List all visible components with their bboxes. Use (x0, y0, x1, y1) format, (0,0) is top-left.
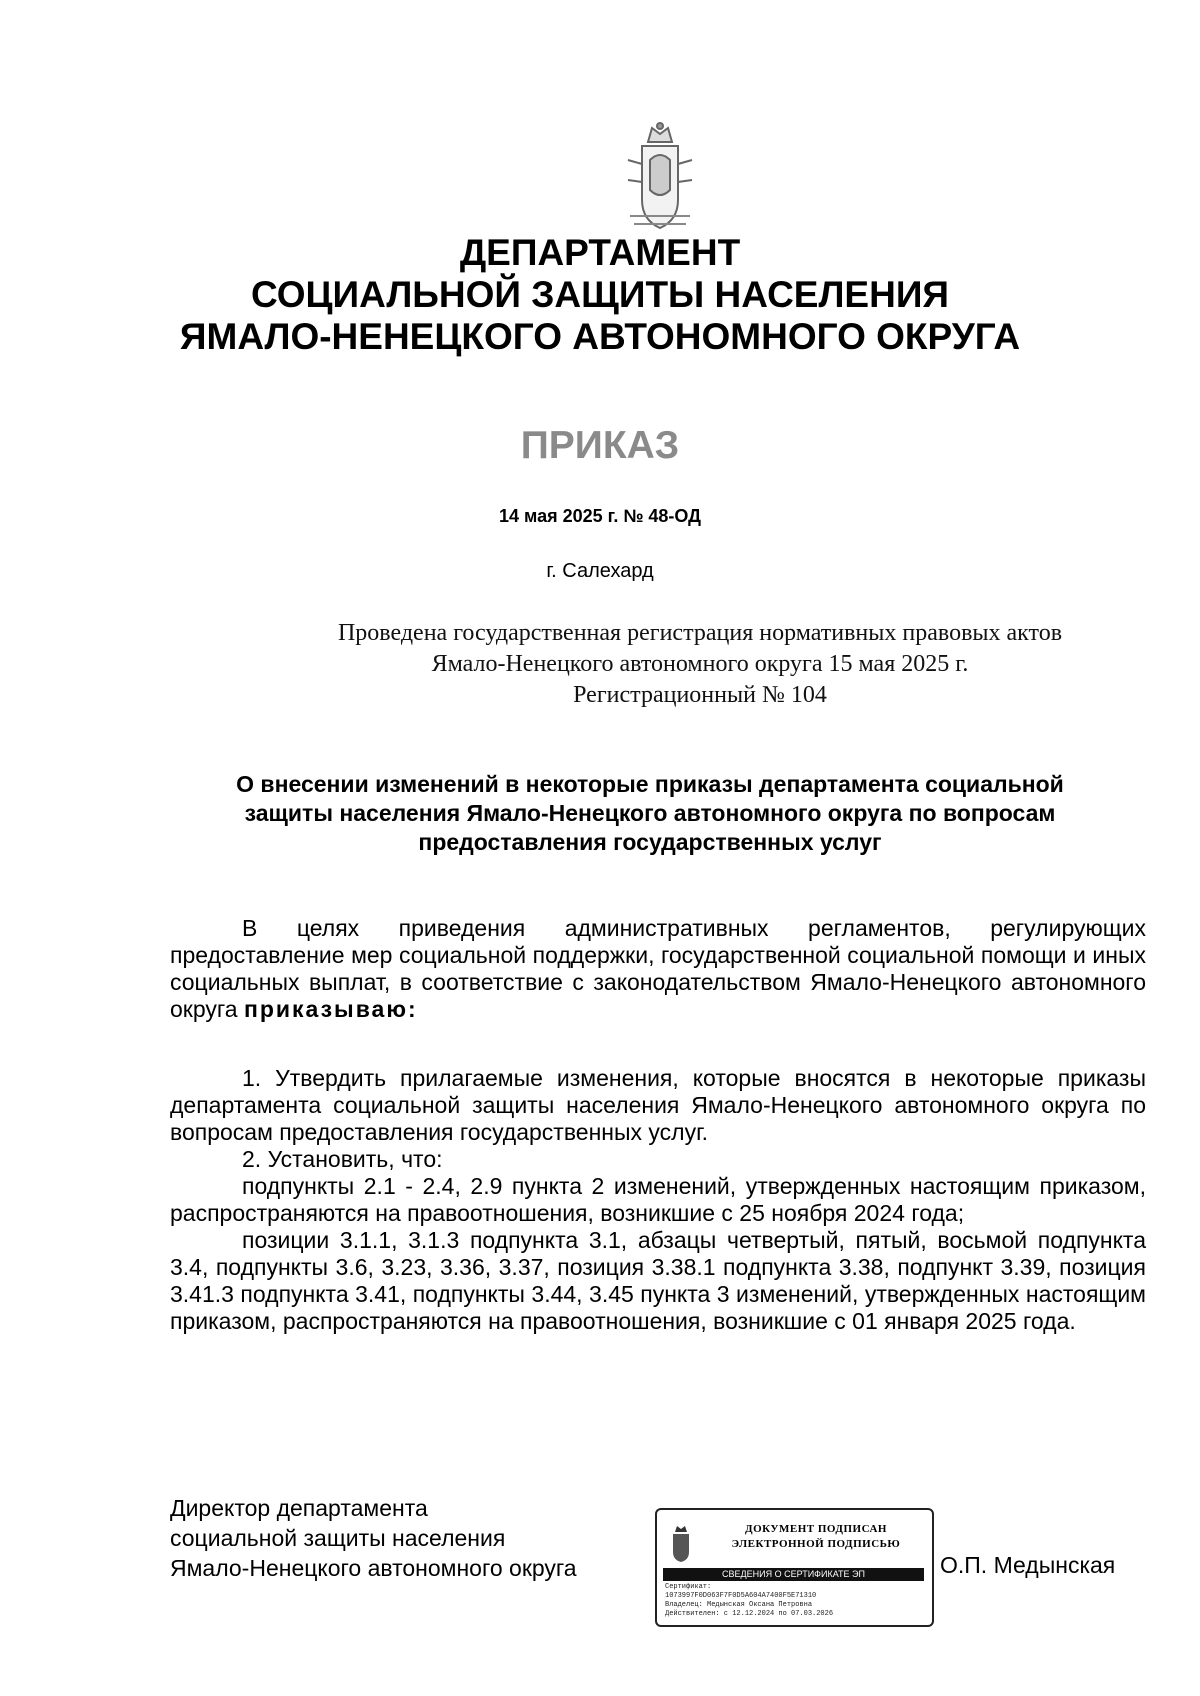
stamp-certificate-info (665, 1583, 927, 1619)
stamp-info-line-4: Действителен: с 12.12.2024 по 07.03.2026 (665, 1610, 834, 1618)
preamble (170, 915, 1146, 1023)
order-subject (150, 770, 1150, 857)
subject-line-2: защиты населения Ямало-Ненецкого автономного округа по вопросам (244, 800, 1056, 826)
department-line-2: СОЦИАЛЬНОЙ ЗАЩИТЫ НАСЕЛЕНИЯ (250, 274, 950, 315)
subject-line-1: О внесении изменений в некоторые приказы департамента социальной (236, 771, 1064, 797)
subject-line-3: предоставления государственных услуг (418, 829, 882, 855)
preamble-paragraph (170, 915, 1146, 1023)
stamp-certificate-bar: СВЕДЕНИЯ О СЕРТИФИКАТЕ ЭП (663, 1568, 924, 1581)
registration-note (260, 618, 1140, 711)
position-line-1: Директор департамента (170, 1495, 428, 1521)
item-2: 2. Установить, что: (242, 1146, 443, 1172)
city: г. Салехард (546, 560, 654, 582)
position-line-2: социальной защиты населения (170, 1525, 506, 1551)
order-title: ПРИКАЗ (520, 424, 680, 467)
signatory-position (170, 1493, 577, 1583)
order-items (170, 1065, 1146, 1335)
registration-line-2: Ямало-Ненецкого автономного округа 15 мая 2025 г. (431, 651, 969, 677)
directive-word: приказываю: (243, 996, 418, 1022)
registration-line-3: Регистрационный № 104 (573, 682, 827, 708)
stamp-info-line-1: Сертификат: (665, 1583, 712, 1591)
department-line-3: ЯМАЛО-НЕНЕЦКОГО АВТОНОМНОГО ОКРУГА (179, 316, 1021, 357)
item-1: 1. Утвердить прилагаемые изменения, которые вносятся в некоторые приказы департамента социальной защиты населения Ямало-Ненецкого автономного округа по вопросам предоставления государственных услуг. (170, 1065, 1146, 1145)
stamp-info-line-2: 1073997F0D063F7F0D5A604A7400F5E71310 (665, 1592, 817, 1600)
electronic-signature-stamp (655, 1508, 934, 1627)
stamp-info-line-3: Владелец: Медынская Оксана Петровна (665, 1601, 813, 1609)
order-date-number: 14 мая 2025 г. № 48-ОД (498, 506, 702, 526)
position-line-3: Ямало-Ненецкого автономного округа (170, 1555, 577, 1581)
stamp-title (707, 1522, 925, 1552)
department-line-1: ДЕПАРТАМЕНТ (459, 232, 741, 273)
signer-name: О.П. Медынская (940, 1552, 1116, 1578)
item-2-clause-1: подпункты 2.1 - 2.4, 2.9 пункта 2 изменений, утвержденных настоящим приказом, распространяются на правоотношения, возникшие с 25 ноября 2024 года; (170, 1173, 1146, 1226)
stamp-title-line-2: ЭЛЕКТРОННОЙ ПОДПИСЬЮ (731, 1538, 901, 1550)
department-name (0, 232, 1200, 358)
stamp-title-line-1: ДОКУМЕНТ ПОДПИСАН (745, 1523, 887, 1535)
coat-of-arms-emblem (620, 120, 700, 240)
registration-line-1: Проведена государственная регистрация нормативных правовых актов (337, 620, 1063, 646)
preamble-text: В целях приведения административных регламентов, регулирующих предоставление мер социальной поддержки, государственной социальной помощи и иных социальных выплат, в соответствие с законодательством Ямало-Ненецкого автономного округа (170, 915, 1146, 1022)
item-2-clause-2: позиции 3.1.1, 3.1.3 подпункта 3.1, абзацы четвертый, пятый, восьмой подпункта 3.4, подпункты 3.6, 3.23, 3.36, 3.37, позиция 3.38.1 подпункта 3.38, подпункт 3.39, позиция 3.41.3 подпункта 3.41, подпункты 3.44, 3.45 пункта 3 изменений, утвержденных настоящим приказом, распространяются на правоотношения, возникшие с 01 января 2025 года. (170, 1227, 1146, 1334)
stamp-emblem-icon (667, 1524, 695, 1564)
